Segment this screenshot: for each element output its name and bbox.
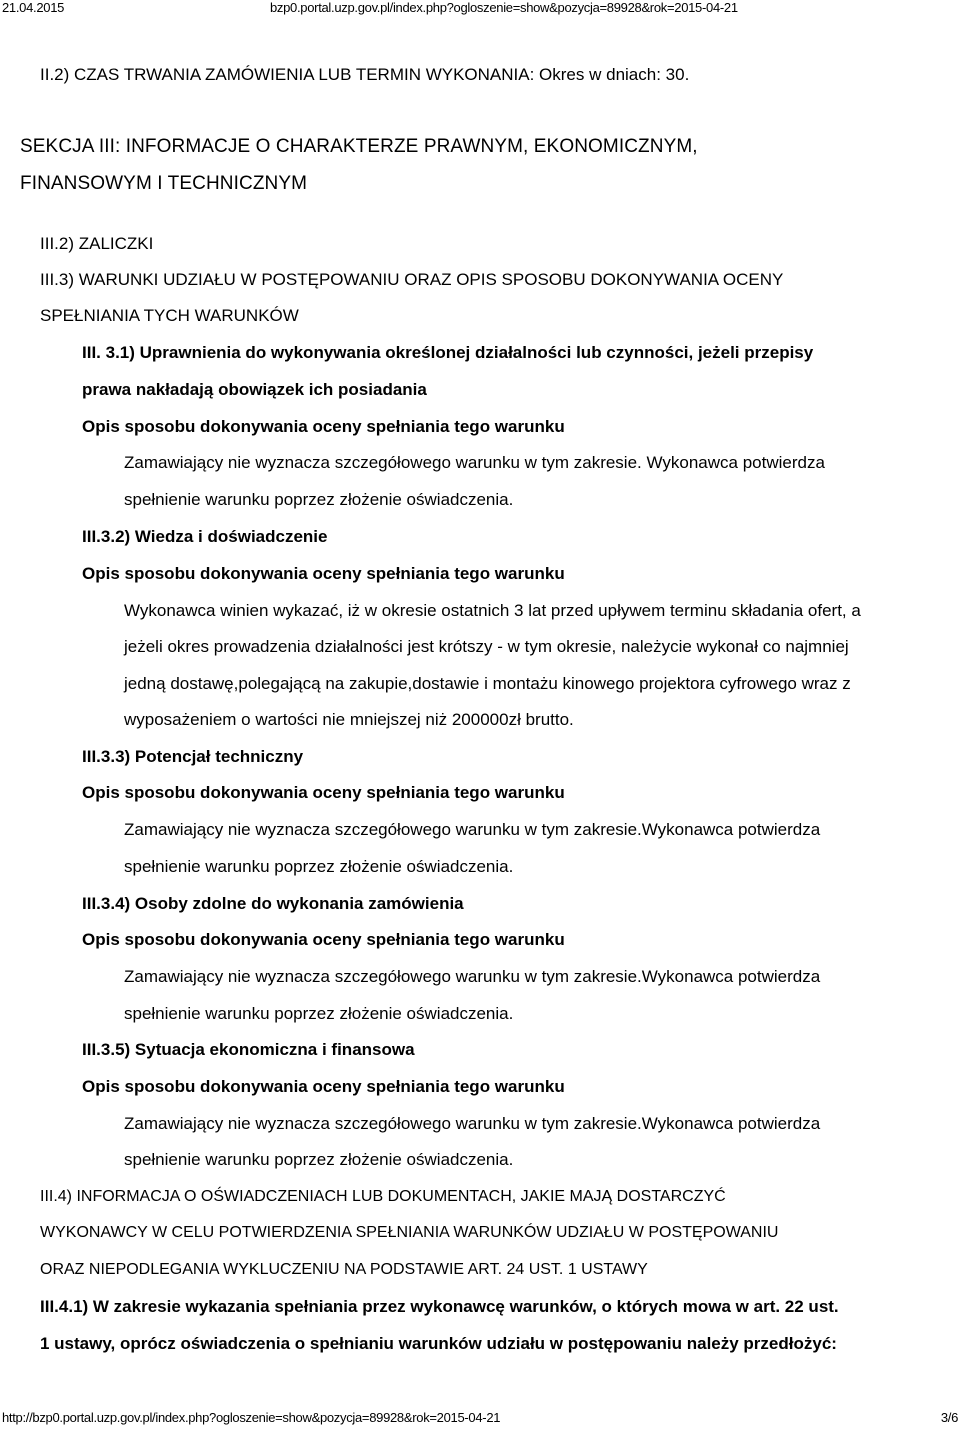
permits-text: Zamawiający nie wyznacza szczegółowego warunku w tym zakresie. Wykonawca potwierdza: [124, 453, 825, 472]
conditions-heading-cont: SPEŁNIANIA TYCH WARUNKÓW: [40, 306, 299, 325]
permits-heading-cont: prawa nakładają obowiązek ich posiadania: [82, 380, 427, 399]
assessment-label: Opis sposobu dokonywania oceny spełniania tego warunku: [82, 564, 565, 583]
financial-heading: III.3.5) Sytuacja ekonomiczna i finansowa: [82, 1040, 415, 1059]
experience-text-cont: jeżeli okres prowadzenia działalności jest krótszy - w tym okresie, należycie wykonał co najmniej: [124, 637, 849, 656]
section-iii-title: SEKCJA III: INFORMACJE O CHARAKTERZE PRAWNYM, EKONOMICZNYM,: [20, 136, 698, 157]
experience-text: Wykonawca winien wykazać, iż w okresie ostatnich 3 lat przed upływem terminu składania ofert, a: [124, 601, 861, 620]
technical-text: Zamawiający nie wyznacza szczegółowego warunku w tym zakresie.Wykonawca potwierdza: [124, 820, 821, 839]
duration-line: II.2) CZAS TRWANIA ZAMÓWIENIA LUB TERMIN WYKONANIA: Okres w dniach: 30.: [40, 65, 690, 84]
permits-text-cont: spełnienie warunku poprzez złożenie oświadczenia.: [124, 490, 514, 509]
conditions-heading: III.3) WARUNKI UDZIAŁU W POSTĘPOWANIU ORAZ OPIS SPOSOBU DOKONYWANIA OCENY: [40, 270, 784, 289]
experience-text-cont: jedną dostawę,polegającą na zakupie,dostawie i montażu kinowego projektora cyfrowego wraz z: [124, 674, 851, 693]
assessment-label: Opis sposobu dokonywania oceny spełniania tego warunku: [82, 417, 565, 436]
personnel-heading: III.3.4) Osoby zdolne do wykonania zamówienia: [82, 894, 464, 913]
documents-heading-cont: WYKONAWCY W CELU POTWIERDZENIA SPEŁNIANIA WARUNKÓW UDZIAŁU W POSTĘPOWANIU: [40, 1224, 779, 1241]
experience-text-cont: wyposażeniem o wartości nie mniejszej niż 200000zł brutto.: [124, 710, 574, 729]
financial-text: Zamawiający nie wyznacza szczegółowego warunku w tym zakresie.Wykonawca potwierdza: [124, 1114, 821, 1133]
section-iii-title-cont: FINANSOWYM I TECHNICZNYM: [20, 173, 308, 194]
print-footer-url: http://bzp0.portal.uzp.gov.pl/index.php?ogloszenie=show&pozycja=89928&rok=2015-04-21: [2, 1410, 501, 1425]
advances-heading: III.2) ZALICZKI: [40, 234, 154, 253]
experience-heading: III.3.2) Wiedza i doświadczenie: [82, 527, 328, 546]
print-date: 21.04.2015: [2, 0, 65, 15]
assessment-label: Opis sposobu dokonywania oceny spełniania tego warunku: [82, 930, 565, 949]
documents-heading-cont: ORAZ NIEPODLEGANIA WYKLUCZENIU NA PODSTAWIE ART. 24 UST. 1 USTAWY: [40, 1261, 648, 1278]
statements-heading: III.4.1) W zakresie wykazania spełniania przez wykonawcę warunków, o których mowa w art. 22 ust.: [40, 1297, 839, 1316]
assessment-label: Opis sposobu dokonywania oceny spełniania tego warunku: [82, 783, 565, 802]
documents-heading: III.4) INFORMACJA O OŚWIADCZENIACH LUB DOKUMENTACH, JAKIE MAJĄ DOSTARCZYĆ: [40, 1188, 726, 1205]
personnel-text: Zamawiający nie wyznacza szczegółowego warunku w tym zakresie.Wykonawca potwierdza: [124, 967, 821, 986]
statements-heading-cont: 1 ustawy, oprócz oświadczenia o spełnianiu warunków udziału w postępowaniu należy przedłożyć:: [40, 1334, 837, 1353]
technical-heading: III.3.3) Potencjał techniczny: [82, 747, 304, 766]
page-number: 3/6: [940, 1410, 958, 1425]
personnel-text-cont: spełnienie warunku poprzez złożenie oświadczenia.: [124, 1004, 514, 1023]
print-header-url: bzp0.portal.uzp.gov.pl/index.php?ogloszenie=show&pozycja=89928&rok=2015-04-21: [270, 0, 738, 15]
financial-text-cont: spełnienie warunku poprzez złożenie oświadczenia.: [124, 1150, 514, 1169]
assessment-label: Opis sposobu dokonywania oceny spełniania tego warunku: [82, 1077, 565, 1096]
technical-text-cont: spełnienie warunku poprzez złożenie oświadczenia.: [124, 857, 514, 876]
permits-heading: III. 3.1) Uprawnienia do wykonywania określonej działalności lub czynności, jeżeli przepisy: [82, 343, 814, 362]
